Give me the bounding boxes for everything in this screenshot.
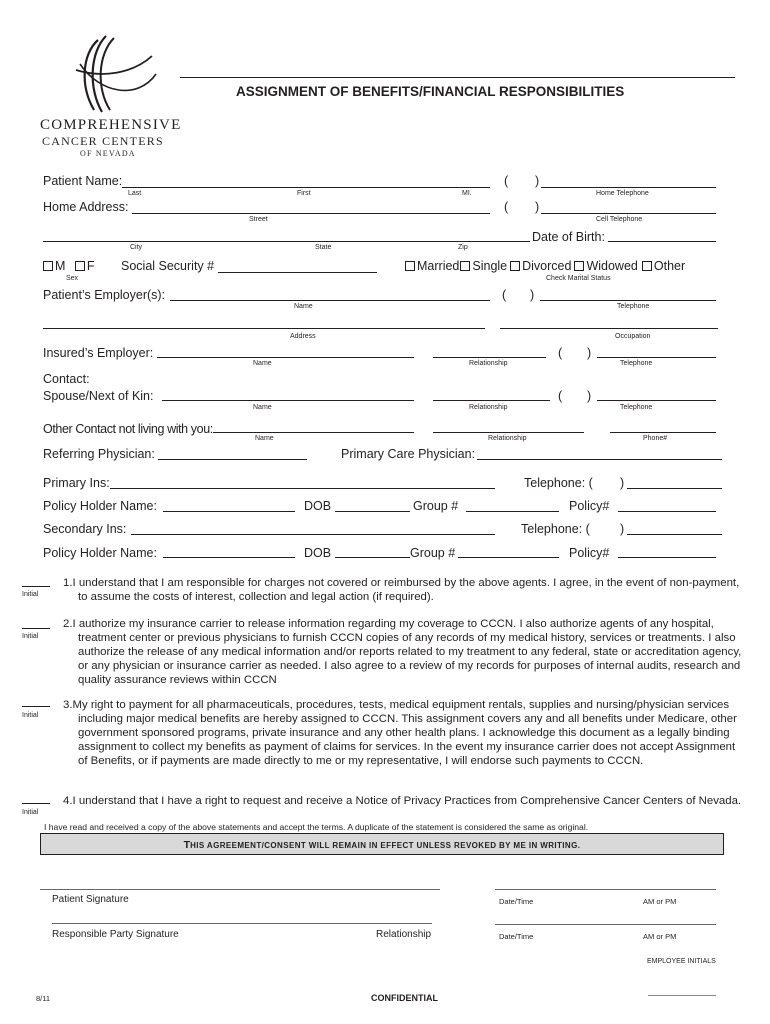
spouse-name-field[interactable] [162,400,414,401]
term-item [63,576,744,604]
consent-banner [40,833,724,855]
org-name-line3: OF NEVADA [80,149,136,158]
secondary-ins-telephone-field[interactable] [627,534,722,535]
term-number: 3. [63,699,73,711]
term-text: I understand that I am responsible for charges not covered or reimbursed by the above agents. I agree, in the event of non-payment, to assume the costs of interest, collection and legal action (if required). [72,577,740,603]
spouse-label: Spouse/Next of Kin: [43,389,154,403]
term-text: I authorize my insurance carrier to release information regarding my coverage to CCCN. I also authorize agents of any hospital, treatment center or previous physicians to furnish CCCN copies of any records of my medical history, services or treatments. I also authorize the release of any medical information and/or reports related to my treatment to any federal, state or accreditation agency, or any physician or insurance carrier as needed. I also agree to a review of my records for purposes of internal audits, research and quality assurance reviews within CCCN [72,618,742,686]
caption-insured-relationship: Relationship [469,360,508,367]
secondary-group-label: Group # [410,546,456,560]
sex-f-checkbox[interactable] [75,261,85,271]
caption-spouse-telephone: Telephone [620,404,653,411]
caption-city: City [130,244,143,251]
employer-telephone-field[interactable] [540,300,716,301]
patient-employer-label: Patient’s Employer(s): [43,288,166,302]
insured-tel-close-paren: ) [587,346,592,360]
widowed-checkbox[interactable] [574,261,584,271]
employee-initials-field[interactable] [648,995,716,996]
primary-ins-telephone-field[interactable] [627,488,722,489]
widowed-label: Widowed [586,259,638,273]
primary-ins-tel-close-paren: ) [620,476,625,490]
initial-field-4[interactable] [22,803,50,804]
home-address-field[interactable] [132,213,490,214]
initial-field-3[interactable] [22,706,50,707]
secondary-ins-telephone-label: Telephone: ( [521,522,590,536]
initial-label-3: Initial [22,712,39,719]
occupation-field[interactable] [500,328,718,329]
patient-name-label: Patient Name: [43,174,123,188]
page-title: ASSIGNMENT OF BENEFITS/FINANCIAL RESPONSIBILITIES [236,84,625,99]
single-label: Single [472,259,508,273]
sex-m-label: M [55,259,66,273]
spouse-relationship-field[interactable] [433,400,550,401]
insured-relationship-field[interactable] [433,357,546,358]
married-label: Married [417,259,460,273]
primary-dob-field[interactable] [335,511,410,512]
caption-state: State [315,244,332,251]
secondary-dob-field[interactable] [335,557,410,558]
primary-ins-label: Primary Ins: [43,476,110,490]
primary-group-label: Group # [413,499,459,513]
insured-employer-name-field[interactable] [157,357,414,358]
logo-mark-icon [72,34,158,116]
cell-tel-open-paren: ( [504,200,509,214]
secondary-holder-field[interactable] [163,557,295,558]
insured-employer-label: Insured’s Employer: [43,346,154,360]
employer-tel-close-paren: ) [530,288,535,302]
responsible-signature-field[interactable] [52,923,432,924]
org-name-line2: CANCER CENTERS [42,134,164,148]
single-checkbox[interactable] [460,261,470,271]
spouse-tel-open-paren: ( [558,389,563,403]
caption-employer-telephone: Telephone [617,303,650,310]
responsible-signature-label: Responsible Party Signature [52,929,179,940]
secondary-holder-label: Policy Holder Name: [43,546,157,560]
caption-other-relationship: Relationship [488,435,527,442]
home-telephone-field[interactable] [541,187,716,188]
term-item [63,698,744,768]
employer-address-field[interactable] [43,328,485,329]
spouse-telephone-field[interactable] [597,400,716,401]
term-item [63,617,744,687]
responsible-ampm-label: AM or PM [643,932,677,941]
caption-first: First [297,190,311,197]
primary-policy-field[interactable] [618,511,716,512]
initial-field-2[interactable] [22,628,50,629]
caption-last: Last [128,190,142,197]
divorced-checkbox[interactable] [510,261,520,271]
caption-sex: Sex [66,275,79,282]
secondary-group-field[interactable] [458,557,559,558]
other-contact-phone-field[interactable] [610,432,716,433]
caption-employer-name: Name [294,303,313,310]
primary-ins-field[interactable] [110,488,495,489]
banner-initial: T [183,839,191,851]
other-contact-label: Other Contact not living with you: [43,422,213,436]
caption-home-telephone: Home Telephone [596,190,649,197]
ssn-label: Social Security # [121,259,215,273]
patient-ampm-label: AM or PM [643,897,677,906]
term-number: 1. [63,577,73,589]
other-checkbox[interactable] [642,261,652,271]
primary-policy-label: Policy# [569,499,610,513]
divorced-label: Divorced [522,259,572,273]
insured-tel-open-paren: ( [558,346,563,360]
acknowledgement-text: I have read and received a copy of the above statements and accept the terms. A duplicate of the statement is considered the same as original. [44,822,589,832]
employer-tel-open-paren: ( [502,288,507,302]
other-contact-name-field[interactable] [213,432,414,433]
primary-group-field[interactable] [466,511,559,512]
secondary-policy-label: Policy# [569,546,610,560]
cell-tel-close-paren: ) [535,200,540,214]
secondary-ins-tel-close-paren: ) [620,522,625,536]
city-state-zip-field[interactable] [43,241,530,242]
patient-signature-label: Patient Signature [52,894,129,905]
home-tel-open-paren: ( [504,174,509,188]
contact-label: Contact: [43,372,90,386]
caption-spouse-relationship: Relationship [469,404,508,411]
caption-occupation: Occupation [615,333,651,340]
term-number: 4. [63,795,73,807]
term-text: I understand that I have a right to request and receive a Notice of Privacy Practices from Comprehensive Cancer Centers of Nevada. [72,795,742,807]
other-contact-relationship-field[interactable] [433,432,584,433]
primary-ins-telephone-label: Telephone: ( [524,476,593,490]
caption-zip: Zip [458,244,468,251]
referring-physician-field[interactable] [158,459,307,460]
secondary-dob-label: DOB [304,546,332,560]
initial-label-1: Initial [22,591,39,598]
dob-field[interactable] [608,241,716,242]
marital-status-group [405,259,685,273]
other-label: Other [653,259,686,273]
referring-physician-label: Referring Physician: [43,447,155,461]
primary-holder-label: Policy Holder Name: [43,499,157,513]
spouse-tel-close-paren: ) [587,389,592,403]
employee-initials-label: EMPLOYEE INITIALS [647,958,716,965]
caption-cell-telephone: Cell Telephone [596,216,643,223]
title-rule [180,77,735,78]
revision-date: 8/11 [36,994,51,1003]
relationship-label: Relationship [376,929,432,940]
responsible-datetime-label: Date/Time [499,932,534,941]
term-text: My right to payment for all pharmaceuticals, procedures, tests, medical equipment rentals, supplies and nursing/physician services including major medical benefits are hereby assigned to CCCN. This assignment covers any and all benefits under Medicare, other government sponsored programs, private insurance and any other health plans. I acknowledge this document as a legally binding assignment to collect my benefits as payment of claims for services. In the event my insurance carrier does not accept Assignment of Benefits, or if payments are made directly to me or my representative, I will endorse such payments to CCCN. [72,699,737,767]
term-number: 2. [63,618,73,630]
ssn-field[interactable] [218,272,377,273]
responsible-datetime-field[interactable] [495,924,716,925]
initial-label-4: Initial [22,809,39,816]
primary-care-field[interactable] [477,459,722,460]
married-checkbox[interactable] [405,261,415,271]
caption-spouse-name: Name [253,404,272,411]
cell-telephone-field[interactable] [541,213,716,214]
caption-street: Street [249,216,268,223]
patient-employer-field[interactable] [170,300,490,301]
home-address-label: Home Address: [43,200,129,214]
secondary-ins-field[interactable] [131,534,495,535]
primary-holder-field[interactable] [163,511,295,512]
caption-other-phone: Phone# [643,435,668,442]
patient-signature-field[interactable] [40,889,440,890]
caption-other-name: Name [255,435,274,442]
patient-datetime-label: Date/Time [499,897,534,906]
caption-marital: Check Marital Status [546,275,611,282]
caption-employer-address: Address [290,333,316,340]
org-name-line1: COMPREHENSIVE [40,117,182,133]
patient-name-field[interactable] [122,187,490,188]
caption-insured-telephone: Telephone [620,360,653,367]
home-tel-close-paren: ) [535,174,540,188]
caption-insured-name: Name [253,360,272,367]
initial-field-1[interactable] [22,586,50,587]
secondary-policy-field[interactable] [618,557,716,558]
primary-dob-label: DOB [304,499,332,513]
initial-label-2: Initial [22,633,39,640]
banner-text: HIS AGREEMENT/CONSENT WILL REMAIN IN EFFECT UNLESS REVOKED BY ME IN WRITING. [190,841,581,850]
dob-label: Date of Birth: [532,230,605,244]
confidential-label: CONFIDENTIAL [371,993,438,1003]
sex-f-label: F [86,259,95,273]
caption-mi: MI. [462,190,472,197]
term-item [63,794,744,808]
patient-datetime-field[interactable] [495,889,716,890]
sex-m-checkbox[interactable] [43,261,53,271]
insured-telephone-field[interactable] [597,357,716,358]
primary-care-label: Primary Care Physician: [341,447,476,461]
secondary-ins-label: Secondary Ins: [43,522,127,536]
